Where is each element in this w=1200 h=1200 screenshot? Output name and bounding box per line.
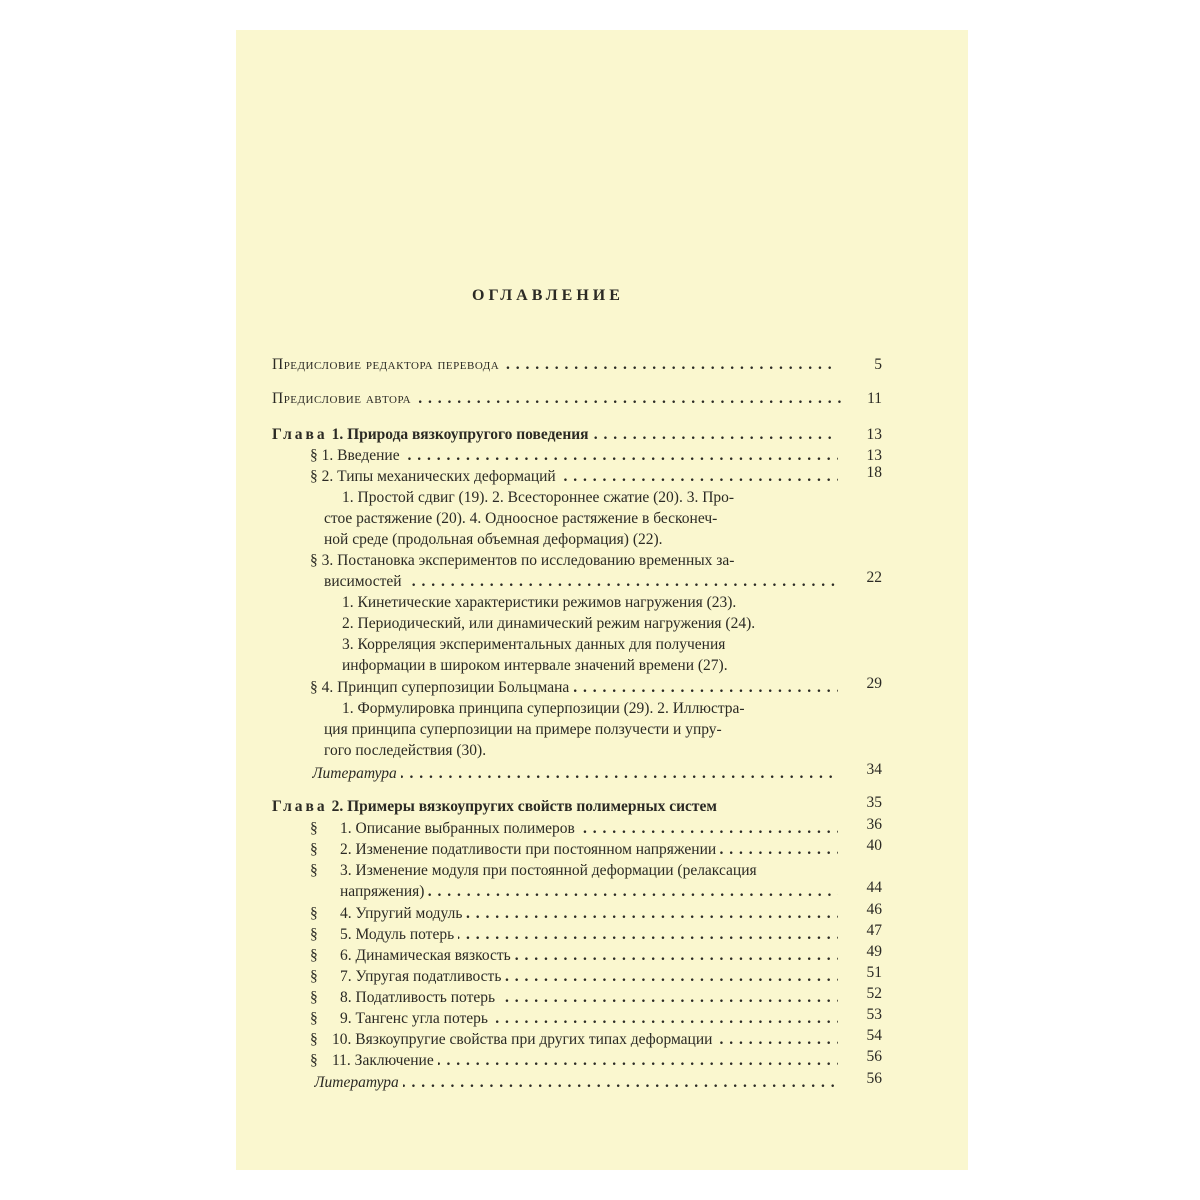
page-number: 34 — [866, 761, 882, 778]
toc-section-1-3[interactable]: § 3. Постановка экспериментов по исследованию временных за- — [310, 552, 735, 569]
toc-entry-editor-preface[interactable]: Предисловие редактора перевода . . . — [272, 354, 838, 376]
page-number: 52 — [866, 985, 882, 1002]
toc-section-2-11[interactable]: § 11. Заключение . . . — [310, 1050, 838, 1072]
page-number: 40 — [866, 837, 882, 854]
page-number: 47 — [866, 922, 882, 939]
toc-subtopics: гого последействия (30). — [324, 742, 487, 759]
page-number: 35 — [866, 794, 882, 811]
toc-section-2-5[interactable]: § 5. Модуль потерь . . . — [310, 924, 838, 946]
toc-section-2-7[interactable]: § 7. Упругая податливость . . . — [310, 966, 838, 988]
page-number: 13 — [866, 426, 882, 443]
toc-literature-1[interactable]: Литература . . . — [312, 763, 838, 785]
toc-section-2-10[interactable]: § 10. Вязкоупругие свойства при других типах деформации . . . — [310, 1029, 838, 1051]
toc-section-2-4[interactable]: § 4. Упругий модуль . . . — [310, 903, 838, 925]
toc-literature-2[interactable]: Литература . . . — [314, 1072, 838, 1094]
toc-section-1-3-cont[interactable]: висимостей . . . — [324, 571, 838, 593]
page-number: 22 — [866, 569, 882, 586]
page-number: 13 — [866, 447, 882, 464]
toc-subtopics: информации в широком интервале значений времени (27). — [342, 657, 728, 674]
page-number: 56 — [866, 1048, 882, 1065]
page-number: 53 — [866, 1006, 882, 1023]
toc-subtopics: ной среде (продольная объемная деформация) (22). — [324, 531, 663, 548]
page-number: 54 — [866, 1027, 882, 1044]
toc-chapter-2[interactable]: Глава 2. Примеры вязкоупругих свойств полимерных систем — [272, 798, 717, 815]
toc-section-1-1[interactable]: § 1. Введение . . . — [310, 445, 838, 467]
page-number: 11 — [867, 390, 882, 407]
toc-subtopics: стое растяжение (20). 4. Одноосное растяжение в бесконеч- — [324, 510, 718, 527]
page-number: 5 — [874, 356, 882, 373]
toc-subtopics: 1. Формулировка принципа суперпозиции (29). 2. Иллюстра- — [342, 700, 745, 717]
toc-section-2-2[interactable]: § 2. Изменение податливости при постоянном напряжении . . . — [310, 839, 838, 861]
toc-section-2-9[interactable]: § 9. Тангенс угла потерь . . . — [310, 1008, 838, 1030]
toc-title: ОГЛАВЛЕНИЕ — [472, 287, 624, 304]
toc-section-2-1[interactable]: § 1. Описание выбранных полимеров . . . — [310, 818, 838, 840]
toc-subtopics: 1. Простой сдвиг (19). 2. Всестороннее сжатие (20). 3. Про- — [342, 489, 735, 506]
toc-subtopics: 2. Периодический, или динамический режим нагружения (24). — [342, 615, 756, 632]
page-number: 29 — [866, 675, 882, 692]
toc-subtopics: ция принципа суперпозиции на примере ползучести и упру- — [324, 721, 722, 738]
page-number: 56 — [866, 1070, 882, 1087]
toc-entry-author-preface[interactable]: Предисловие автора . . . — [272, 388, 844, 410]
page-number: 18 — [866, 464, 882, 481]
toc-subtopics: 1. Кинетические характеристики режимов нагружения (23). — [342, 594, 737, 611]
page-number: 46 — [866, 901, 882, 918]
toc-section-1-4[interactable]: § 4. Принцип суперпозиции Больцмана . . . — [310, 677, 838, 699]
page-number: 44 — [866, 879, 882, 896]
page-number: 51 — [866, 964, 882, 981]
toc-chapter-1[interactable]: Глава 1. Природа вязкоупругого поведения . . . — [272, 424, 838, 446]
page-number: 49 — [866, 943, 882, 960]
toc-section-1-2[interactable]: § 2. Типы механических деформаций . . . — [310, 466, 838, 488]
toc-section-2-3[interactable]: § 3. Изменение модуля при постоянной деформации (релаксация — [310, 862, 757, 879]
page-number: 36 — [866, 816, 882, 833]
toc-subtopics: 3. Корреляция экспериментальных данных для получения — [342, 636, 726, 653]
toc-section-2-6[interactable]: § 6. Динамическая вязкость . . . — [310, 945, 838, 967]
toc-section-2-8[interactable]: § 8. Податливость потерь . . . — [310, 987, 838, 1009]
toc-section-2-3-cont[interactable]: напряжения) . . . — [340, 881, 838, 903]
